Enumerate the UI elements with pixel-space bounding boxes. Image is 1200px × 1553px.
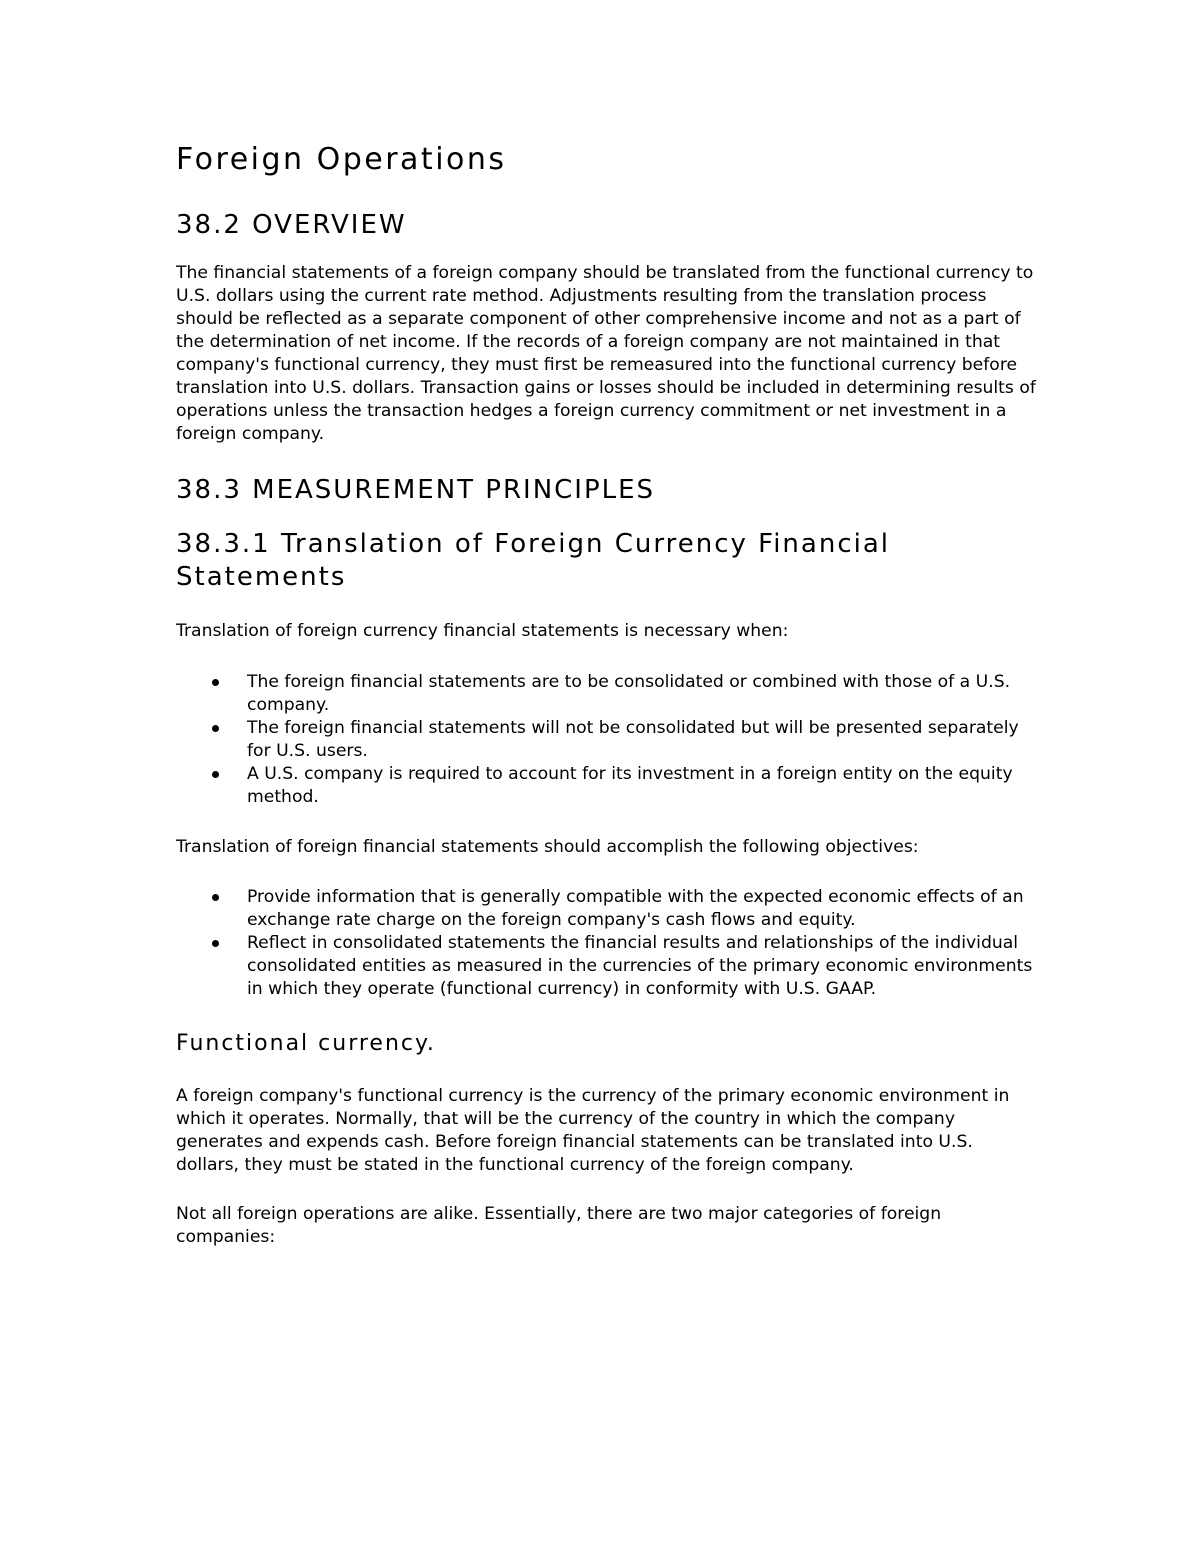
bullet-icon [212,894,219,901]
list-item [176,717,1036,763]
translation-conditions-list [176,671,1036,809]
bullet-icon [212,771,219,778]
list-item-text: Provide information that is generally compatible with the expected economic effects of an exchange rate charge on the foreign company's cash flows and equity. [247,887,1024,930]
measurement-principles-heading: 38.3 MEASUREMENT PRINCIPLES [176,475,656,505]
bullet-icon [212,679,219,686]
document-page [176,140,1036,1249]
categories-paragraph: Not all foreign operations are alike. Essentially, there are two major categories of foreign companies: [176,1204,942,1247]
document-title: Foreign Operations [176,142,507,177]
list-item-text: Reflect in consolidated statements the financial results and relationships of the individual consolidated entities as measured in the currencies of the primary economic environments in which they operate (functional currency) in conformity with U.S. GAAP. [247,933,1033,999]
objectives-list [176,886,1036,1001]
functional-currency-heading: Functional currency. [176,1031,436,1056]
list-item-text: The foreign financial statements are to be consolidated or combined with those of a U.S. company. [247,672,1011,715]
bullet-icon [212,940,219,947]
translation-intro: Translation of foreign currency financial statements is necessary when: [176,621,789,641]
objectives-intro: Translation of foreign financial statements should accomplish the following objectives: [176,837,919,857]
bullet-icon [212,725,219,732]
overview-heading: 38.2 OVERVIEW [176,210,407,240]
list-item [176,886,1036,932]
list-item-text: The foreign financial statements will not be consolidated but will be presented separately for U.S. users. [247,718,1019,761]
list-item [176,763,1036,809]
overview-paragraph: The financial statements of a foreign company should be translated from the functional currency to U.S. dollars using the current rate method. Adjustments resulting from the translation process should be reflected as a separate component of other comprehensive income and not as a part of the determination of net income. If the records of a foreign company are not maintained in that company's functional currency, they must first be remeasured into the functional currency before translation into U.S. dollars. Transaction gains or losses should be included in determining results of operations unless the transaction hedges a foreign currency commitment or net investment in a foreign company. [176,263,1036,444]
functional-currency-paragraph: A foreign company's functional currency is the currency of the primary economic environment in which it operates. Normally, that will be the currency of the country in which the company generates and expends cash. Before foreign financial statements can be translated into U.S. dollars, they must be stated in the functional currency of the foreign company. [176,1086,1010,1175]
list-item-text: A U.S. company is required to account for its investment in a foreign entity on the equity method. [247,764,1013,807]
list-item [176,932,1036,1001]
translation-subheading: 38.3.1 Translation of Foreign Currency Financial Statements [176,529,890,592]
list-item [176,671,1036,717]
